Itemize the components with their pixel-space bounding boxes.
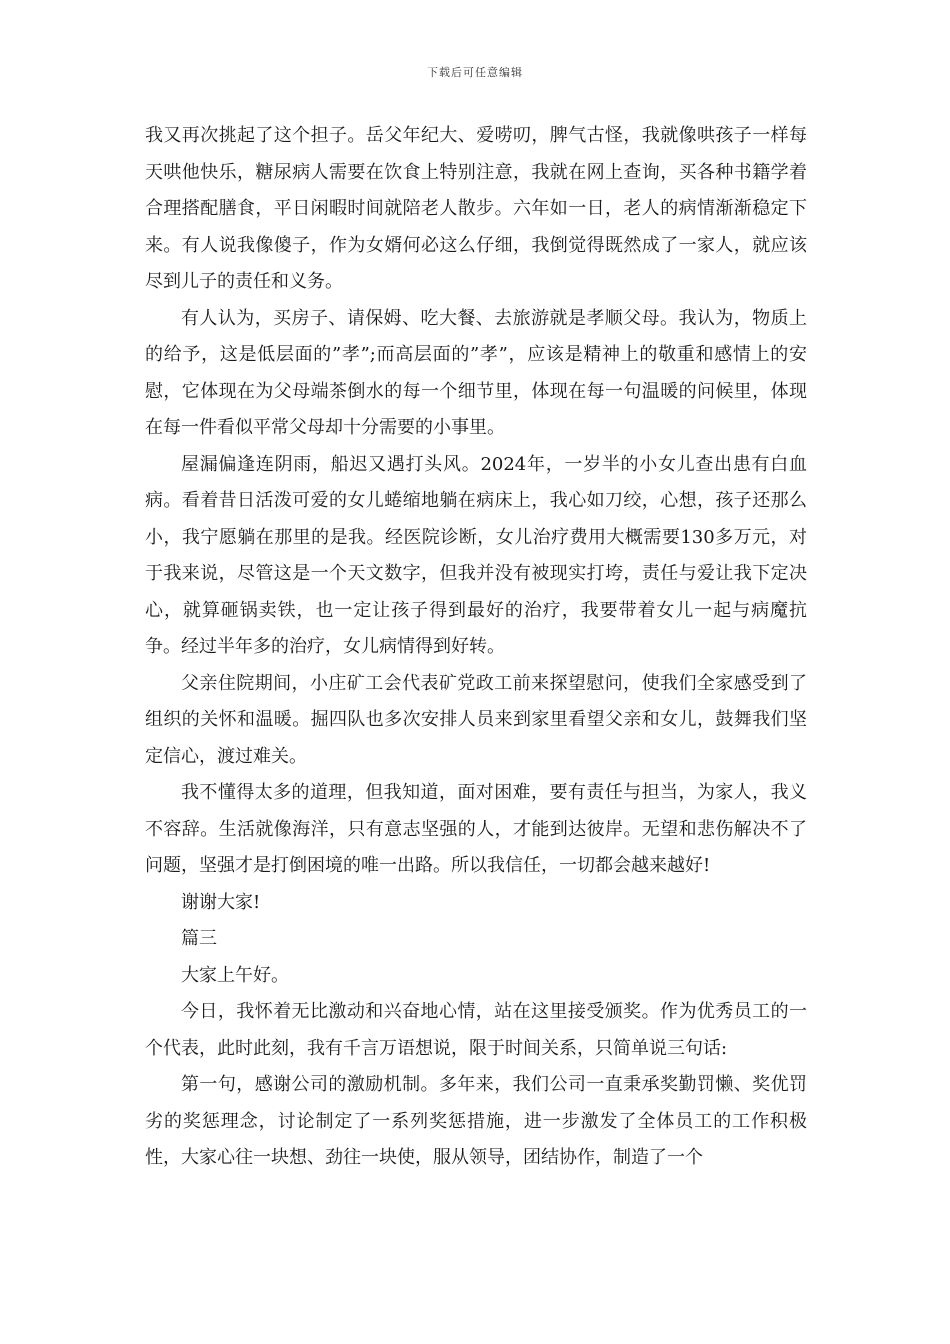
paragraph: 我又再次挑起了这个担子。岳父年纪大、爱唠叨，脾气古怪，我就像哄孩子一样每天哄他快乐，糖尿病人需要在饮食上特别注意，我就在网上查询，买各种书籍学着合理搭配膳食，平日闲暇时间就陪老人散步。六年如一日，老人的病情渐渐稳定下来。有人说我像傻子，作为女婿何必这么仔细，我倒觉得既然成了一家人，就应该尽到儿子的责任和义务。 [145,125,807,292]
greeting: 大家上午好。 [181,964,289,986]
paragraph: 父亲住院期间，小庄矿工会代表矿党政工前来探望慰问，使我们全家感受到了组织的关怀和温暖。掘四队也多次安排人员来到家里看望父亲和女儿，鼓舞我们坚定信心，渡过难关。 [145,672,807,767]
document-body [145,118,807,1177]
page-header-note: 下载后可任意编辑 [427,66,523,79]
paragraph: 屋漏偏逢连阴雨，船迟又遇打头风。2024年，一岁半的小女儿查出患有白血病。看着昔日活泼可爱的女儿蜷缩地躺在病床上，我心如刀绞，心想，孩子还那么小，我宁愿躺在那里的是我。经医院诊断，女儿治疗费用大概需要130多万元，对于我来说，尽管这是一个天文数字，但我并没有被现实打垮，责任与爱让我下定决心，就算砸锅卖铁，也一定让孩子得到最好的治疗，我要带着女儿一起与病魔抗争。经过半年多的治疗，女儿病情得到好转。 [145,453,807,657]
paragraph: 第一句，感谢公司的激励机制。多年来，我们公司一直秉承奖勤罚懒、奖优罚劣的奖惩理念，讨论制定了一系列奖惩措施，进一步激发了全体员工的工作积极性，大家心往一块想、劲往一块使，服从领导，团结协作，制造了一个 [145,1074,807,1168]
paragraph: 有人认为，买房子、请保姆、吃大餐、去旅游就是孝顺父母。我认为，物质上的给予，这是低层面的”孝”;而高层面的”孝”，应该是精神上的敬重和感情上的安慰，它体现在为父母端茶倒水的每一个细节里，体现在每一句温暖的问候里，体现在每一件看似平常父母却十分需要的小事里。 [145,307,807,438]
paragraph: 我不懂得太多的道理，但我知道，面对困难，要有责任与担当，为家人，我义不容辞。生活就像海洋，只有意志坚强的人，才能到达彼岸。无望和悲伤解决不了问题，坚强才是打倒困境的唯一出路。所以我信任，一切都会越来越好! [145,782,807,876]
closing-thanks: 谢谢大家! [181,891,261,913]
section-heading: 篇三 [181,928,217,949]
paragraph: 今日，我怀着无比激动和兴奋地心情，站在这里接受颁奖。作为优秀员工的一个代表，此时此刻，我有千言万语想说，限于时间关系，只简单说三句话: [145,1001,807,1059]
